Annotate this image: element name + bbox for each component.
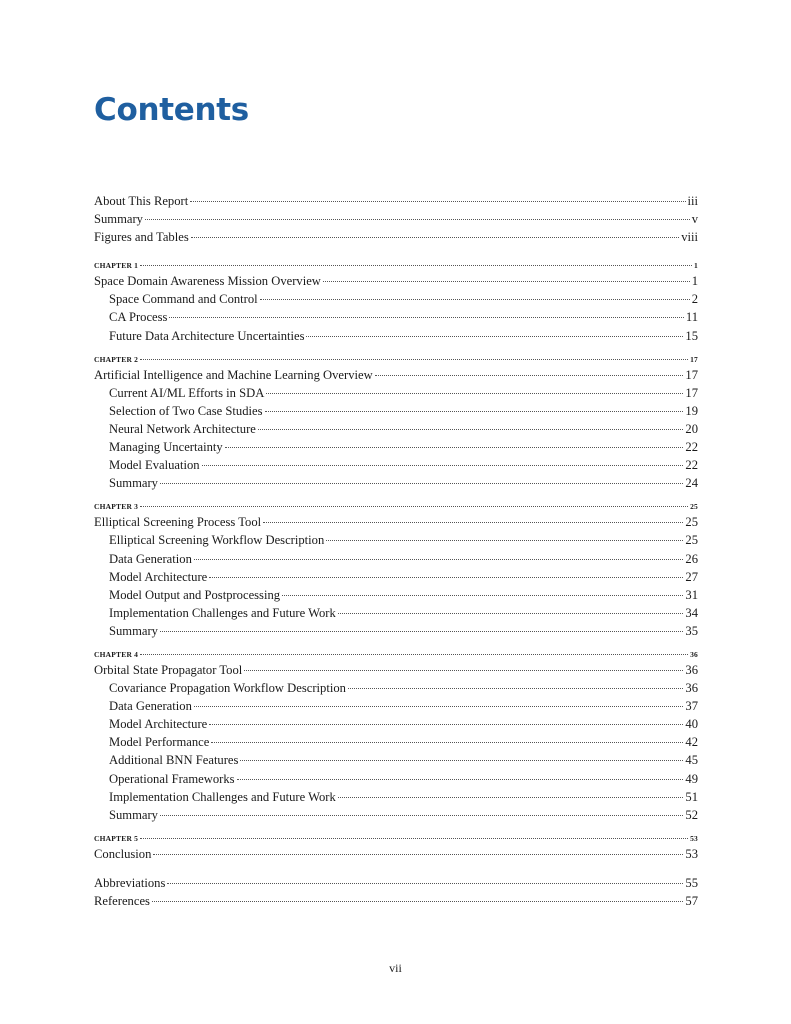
leader-dots: [258, 429, 684, 430]
toc-entry-page: 36: [685, 662, 698, 677]
section-row[interactable]: [94, 531, 698, 549]
toc-entry-title: Model Performance: [109, 735, 210, 750]
toc-entry-title: Additional BNN Features: [109, 753, 239, 768]
chapter-title-row[interactable]: [94, 513, 698, 531]
toc-entry-page: 27: [685, 569, 698, 584]
section-row[interactable]: [94, 604, 698, 622]
toc-entry-title: Model Architecture: [109, 569, 208, 584]
leader-dots: [191, 237, 679, 238]
toc-entry-title: Elliptical Screening Process Tool: [94, 515, 262, 530]
toc-entry-page: 25: [685, 515, 698, 530]
toc-entry-title: Space Command and Control: [109, 292, 258, 307]
section-row[interactable]: [94, 733, 698, 751]
toc-entry-page: 19: [685, 403, 698, 418]
leader-dots: [160, 815, 683, 816]
toc-entry-page: 55: [685, 875, 698, 890]
section-row[interactable]: [94, 456, 698, 474]
chapter-group: [94, 832, 698, 863]
toc-entry-summary[interactable]: [94, 210, 698, 228]
chapters-list: [94, 259, 698, 863]
back-matter-group: [94, 874, 698, 910]
section-row[interactable]: [94, 715, 698, 733]
toc-entry-page: 15: [685, 328, 698, 343]
leader-dots: [326, 540, 683, 541]
toc-entry-title: Selection of Two Case Studies: [109, 403, 263, 418]
section-row[interactable]: [94, 622, 698, 640]
leader-dots: [140, 654, 688, 655]
chapter-label-row[interactable]: [94, 500, 698, 513]
leader-dots: [209, 577, 683, 578]
toc-entry-title: CHAPTER 3: [94, 502, 139, 512]
leader-dots: [306, 336, 683, 337]
leader-dots: [263, 522, 683, 523]
toc-entry-page: v: [691, 212, 698, 227]
toc-entry-page: 49: [685, 771, 698, 786]
section-row[interactable]: [94, 550, 698, 568]
toc-entry-references[interactable]: [94, 892, 698, 910]
toc-entry-page: 25: [690, 502, 698, 512]
leader-dots: [140, 506, 688, 507]
toc-entry-title: References: [94, 894, 150, 908]
section-row[interactable]: [94, 290, 698, 308]
toc-entry-page: 2: [691, 292, 698, 307]
leader-dots: [211, 742, 683, 743]
toc-entry-title: Model Output and Postprocessing: [109, 587, 281, 602]
toc-entry-title: CHAPTER 1: [94, 261, 139, 271]
toc-entry-page: 36: [690, 649, 698, 659]
leader-dots: [348, 688, 683, 689]
page-number-footer: vii: [389, 961, 402, 975]
chapter-title-row[interactable]: [94, 272, 698, 290]
leader-dots: [282, 595, 683, 596]
table-of-contents: [94, 192, 698, 910]
leader-dots: [169, 317, 683, 318]
toc-entry-title: Current AI/ML Efforts in SDA: [109, 385, 265, 400]
toc-entry-page: iii: [687, 194, 698, 208]
toc-entry-title: Conclusion: [94, 846, 152, 861]
leader-dots: [194, 706, 684, 707]
toc-entry-page: 1: [694, 261, 698, 271]
toc-entry-title: Implementation Challenges and Future Work: [109, 789, 336, 804]
leader-dots: [140, 359, 688, 360]
toc-entry-page: 20: [685, 421, 698, 436]
toc-entry-page: 35: [685, 623, 698, 638]
toc-entry-page: 42: [685, 735, 698, 750]
toc-entry-page: 31: [685, 587, 698, 602]
section-row[interactable]: [94, 420, 698, 438]
section-row[interactable]: [94, 384, 698, 402]
leader-dots: [140, 265, 692, 266]
toc-entry-title: Data Generation: [109, 699, 192, 714]
toc-entry-page: 22: [685, 440, 698, 455]
section-row[interactable]: [94, 568, 698, 586]
toc-entry-about[interactable]: [94, 192, 698, 210]
leader-dots: [152, 901, 683, 902]
chapter-title-row[interactable]: [94, 845, 698, 863]
leader-dots: [160, 483, 683, 484]
leader-dots: [244, 670, 683, 671]
leader-dots: [237, 779, 684, 780]
toc-entry-page: 53: [685, 846, 698, 861]
leader-dots: [338, 613, 684, 614]
toc-entry-title: Managing Uncertainty: [109, 440, 223, 455]
toc-entry-title: Abbreviations: [94, 875, 166, 890]
toc-entry-title: Elliptical Screening Workflow Description: [109, 533, 325, 548]
toc-entry-title: Implementation Challenges and Future Work: [109, 605, 336, 620]
section-row[interactable]: [94, 586, 698, 604]
leader-dots: [240, 760, 683, 761]
toc-entry-title: Space Domain Awareness Mission Overview: [94, 274, 321, 289]
section-row[interactable]: [94, 438, 698, 456]
chapter-label-row[interactable]: [94, 648, 698, 661]
leader-dots: [266, 393, 683, 394]
chapter-group: [94, 500, 698, 640]
toc-entry-page: viii: [681, 230, 698, 245]
toc-entry-page: 17: [685, 385, 698, 400]
leader-dots: [265, 411, 684, 412]
chapter-label-row[interactable]: [94, 832, 698, 845]
section-row[interactable]: [94, 788, 698, 806]
section-row[interactable]: [94, 308, 698, 326]
toc-entry-page: 40: [685, 717, 698, 732]
section-row[interactable]: [94, 770, 698, 788]
toc-entry-title: Covariance Propagation Workflow Description: [109, 681, 346, 696]
leader-dots: [190, 201, 685, 202]
toc-entry-title: CHAPTER 2: [94, 354, 139, 364]
toc-entry-figures-tables[interactable]: [94, 228, 698, 246]
toc-entry-page: 22: [685, 458, 698, 473]
toc-entry-title: Model Architecture: [109, 717, 208, 732]
leader-dots: [202, 465, 684, 466]
leader-dots: [260, 299, 690, 300]
toc-entry-page: 25: [685, 533, 698, 548]
toc-entry-title: Operational Frameworks: [109, 771, 235, 786]
toc-entry-title: CA Process: [109, 310, 168, 325]
toc-entry-page: 36: [685, 681, 698, 696]
chapter-group: [94, 648, 698, 824]
toc-entry-title: CHAPTER 4: [94, 649, 139, 659]
leader-dots: [323, 281, 690, 282]
chapter-title-row[interactable]: [94, 366, 698, 384]
leader-dots: [225, 447, 684, 448]
section-row[interactable]: [94, 402, 698, 420]
toc-entry-page: 11: [685, 310, 698, 325]
chapter-title-row[interactable]: [94, 661, 698, 679]
toc-entry-page: 52: [685, 807, 698, 822]
toc-entry-title: Neural Network Architecture: [109, 421, 256, 436]
toc-entry-title: Artificial Intelligence and Machine Learning Overview: [94, 367, 373, 382]
section-row[interactable]: [94, 327, 698, 345]
section-row[interactable]: [94, 474, 698, 492]
page-title: Contents: [94, 92, 249, 128]
toc-entry-title: Summary: [94, 212, 143, 227]
leader-dots: [338, 797, 684, 798]
toc-entry-abbreviations[interactable]: [94, 874, 698, 892]
leader-dots: [209, 724, 683, 725]
toc-entry-page: 26: [685, 551, 698, 566]
toc-entry-title: Orbital State Propagator Tool: [94, 662, 243, 677]
section-row[interactable]: [94, 751, 698, 769]
toc-entry-page: 24: [685, 476, 698, 491]
chapter-group: [94, 259, 698, 344]
leader-dots: [145, 219, 690, 220]
leader-dots: [160, 631, 683, 632]
toc-entry-title: About This Report: [94, 194, 189, 208]
chapter-label-row[interactable]: [94, 353, 698, 366]
toc-entry-title: CHAPTER 5: [94, 833, 139, 843]
toc-entry-page: 51: [685, 789, 698, 804]
toc-entry-page: 57: [685, 894, 698, 908]
toc-entry-page: 45: [685, 753, 698, 768]
chapter-label-row[interactable]: [94, 259, 698, 272]
section-row[interactable]: [94, 806, 698, 824]
chapter-group: [94, 353, 698, 493]
toc-entry-page: 1: [691, 274, 698, 289]
toc-entry-title: Summary: [109, 476, 158, 491]
leader-dots: [375, 375, 684, 376]
toc-entry-page: 17: [685, 367, 698, 382]
toc-entry-page: 37: [685, 699, 698, 714]
leader-dots: [140, 838, 688, 839]
toc-entry-page: 53: [690, 833, 698, 843]
toc-entry-title: Future Data Architecture Uncertainties: [109, 328, 305, 343]
leader-dots: [194, 559, 684, 560]
section-row[interactable]: [94, 697, 698, 715]
leader-dots: [153, 854, 683, 855]
toc-entry-page: 17: [690, 354, 698, 364]
toc-entry-title: Model Evaluation: [109, 458, 200, 473]
front-matter-group: [94, 192, 698, 246]
leader-dots: [167, 883, 683, 884]
toc-entry-title: Summary: [109, 623, 158, 638]
toc-entry-title: Figures and Tables: [94, 230, 189, 245]
toc-entry-title: Summary: [109, 807, 158, 822]
toc-entry-page: 34: [685, 605, 698, 620]
toc-entry-title: Data Generation: [109, 551, 192, 566]
section-row[interactable]: [94, 679, 698, 697]
